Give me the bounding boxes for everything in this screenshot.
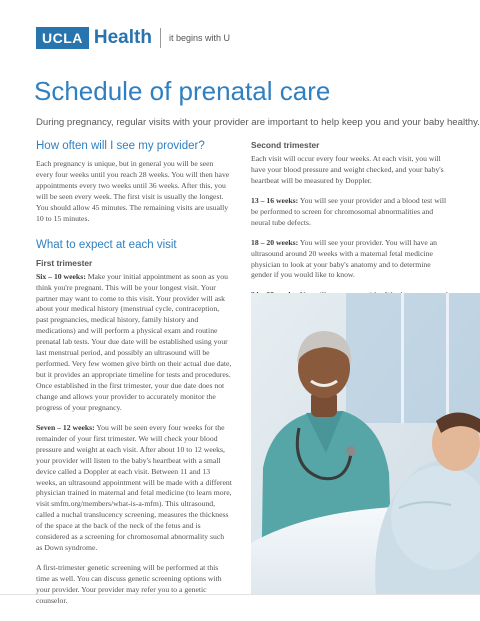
eighteen-twenty-weeks-text: You will see your provider. You will have an ultrasound around 20 weeks with a maternal fetal medicine physician to look at your baby's anatomy and to determine gender if you would like to know. [251, 237, 437, 280]
eighteen-twenty-weeks-paragraph [251, 238, 449, 282]
thirteen-sixteen-weeks-text: You will see your provider and a blood test will be performed to screen for chromosomal abnormalities and neural tube defects. [251, 195, 447, 227]
provider-patient-photo [251, 293, 480, 595]
six-ten-weeks-label: Six – 10 weeks: [36, 271, 86, 281]
second-trimester-paragraph: Each visit will occur every four weeks. At each visit, you will have your blood pressure and weight checked, and your baby's heartbeat will be measured by Doppler. [251, 154, 444, 185]
thirteen-sixteen-weeks-paragraph [251, 196, 449, 229]
genetic-screening-paragraph: A first-trimester genetic screening will be performed at this time as well. You can discuss genetic screening options with your provider. Your provider may refer you to a genetic counselor. [36, 563, 222, 605]
logo-tagline: it begins with U [168, 33, 230, 43]
eighteen-twenty-weeks-label: 18 – 20 weeks: [251, 237, 299, 247]
page-subtitle: During pregnancy, regular visits with your provider are important to help keep you and your baby healthy. [36, 117, 480, 128]
first-trimester-heading: First trimester [36, 257, 93, 268]
seven-twelve-weeks-text: You will be seen every four weeks for the remainder of your first trimester. We will check your blood pressure and weight at each visit. After about 10 to 12 weeks, your provider will listen to the baby's heartbeat with a small device called a Doppler at each visit. Between 11 and 13 weeks, an ultrasound appointment will be made with a different physician trained in maternal and fetal medicine (to learn more, visit smfm.org/members/what-is-a-mfm). This ultrasound, called a nuchal translucency screening, measures the thickness of the space at the back of the neck of the fetus and is considered as a screening for chromosomal abnormality such as Down syndrome. [36, 422, 232, 553]
page-title: Schedule of prenatal care [34, 76, 331, 106]
logo-health-text: Health [93, 27, 152, 48]
second-trimester-heading: Second trimester [251, 140, 320, 150]
section-heading-expect: What to expect at each visit [36, 238, 177, 251]
six-ten-weeks-text: Make your initial appointment as soon as you think you're pregnant. This will be your longest visit. Your partner may want to come to this visit. Your provider will ask about your medical history (menstrual cycle, contraception, past pregnancies, medical history, family history and medications) and will perform a physical exam and routine prenatal lab tests. Your due date will be established using your last menstrual period, and possibly an ultrasound will be performed. Very few women give birth on their actual due date, but it provides an appropriate timeline for tests and procedures. Once established in the first trimester, your due date does not change and allows your provider to accurately monitor the progress of your pregnancy. [36, 271, 232, 412]
frequency-paragraph: Each pregnancy is unique, but in general you will be seen every four weeks until you reach 28 weeks. You will then have appointments every two weeks until 36 weeks. After this, you will be seen every week. The first visit is usually the longest. You should allow 45 minutes. The remaining visits are usually 10 to 15 minutes. [36, 159, 230, 223]
six-ten-weeks-paragraph [36, 272, 232, 414]
footer-divider [0, 594, 480, 595]
logo-ucla-box: UCLA [36, 27, 89, 49]
seven-twelve-weeks-paragraph [36, 423, 232, 554]
ucla-health-logo [36, 27, 230, 49]
seven-twelve-weeks-label: Seven – 12 weeks: [36, 422, 95, 432]
photo-illustration [251, 293, 480, 595]
left-column [36, 140, 232, 616]
section-heading-frequency: How often will I see my provider? [36, 140, 205, 152]
thirteen-sixteen-weeks-label: 13 – 16 weeks: [251, 195, 299, 205]
